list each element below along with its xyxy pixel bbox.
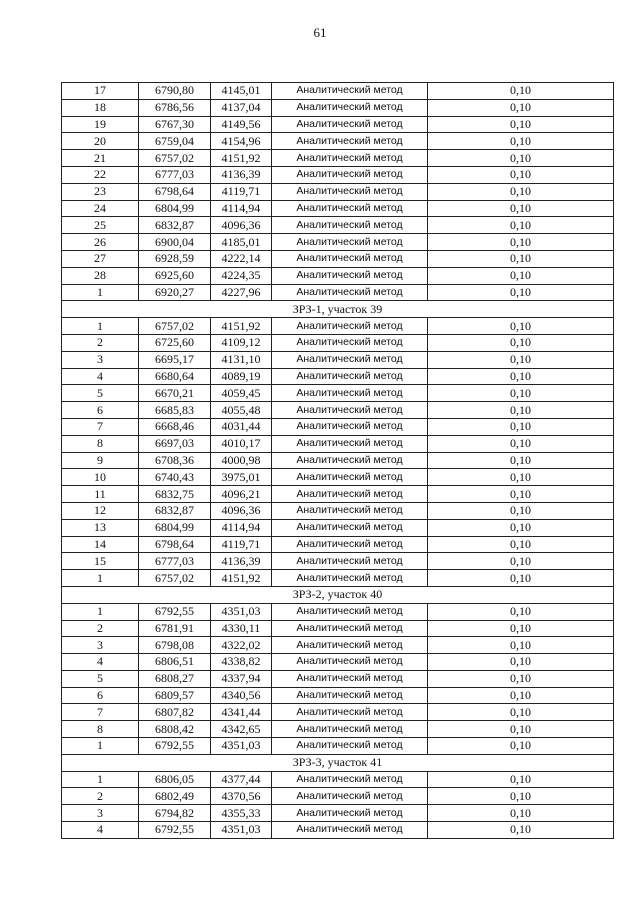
table-row	[62, 267, 614, 284]
method-cell: Аналитический метод	[272, 620, 428, 637]
method-cell: Аналитический метод	[272, 805, 428, 822]
x-coordinate-cell: 6806,05	[139, 771, 211, 788]
table-row	[62, 536, 614, 553]
error-cell: 0,10	[428, 704, 614, 721]
y-coordinate-cell: 4096,36	[211, 502, 272, 519]
error-cell: 0,10	[428, 200, 614, 217]
method-cell: Аналитический метод	[272, 99, 428, 116]
y-coordinate-cell: 4224,35	[211, 267, 272, 284]
x-coordinate-cell: 6794,82	[139, 805, 211, 822]
x-coordinate-cell: 6802,49	[139, 788, 211, 805]
point-number-cell: 7	[62, 418, 139, 435]
error-cell: 0,10	[428, 116, 614, 133]
method-cell: Аналитический метод	[272, 822, 428, 839]
point-number-cell: 2	[62, 334, 139, 351]
point-number-cell: 5	[62, 670, 139, 687]
x-coordinate-cell: 6757,02	[139, 570, 211, 587]
x-coordinate-cell: 6708,36	[139, 452, 211, 469]
y-coordinate-cell: 4114,94	[211, 200, 272, 217]
point-number-cell: 3	[62, 637, 139, 654]
point-number-cell: 3	[62, 805, 139, 822]
table-row	[62, 805, 614, 822]
y-coordinate-cell: 4114,94	[211, 519, 272, 536]
point-number-cell: 28	[62, 267, 139, 284]
method-cell: Аналитический метод	[272, 234, 428, 251]
error-cell: 0,10	[428, 267, 614, 284]
table-row	[62, 99, 614, 116]
x-coordinate-cell: 6725,60	[139, 334, 211, 351]
method-cell: Аналитический метод	[272, 83, 428, 100]
method-cell: Аналитический метод	[272, 133, 428, 150]
table-row	[62, 553, 614, 570]
table-row	[62, 150, 614, 167]
table-row	[62, 402, 614, 419]
point-number-cell: 9	[62, 452, 139, 469]
x-coordinate-cell: 6928,59	[139, 250, 211, 267]
x-coordinate-cell: 6790,80	[139, 83, 211, 100]
point-number-cell: 18	[62, 99, 139, 116]
error-cell: 0,10	[428, 385, 614, 402]
method-cell: Аналитический метод	[272, 385, 428, 402]
error-cell: 0,10	[428, 805, 614, 822]
method-cell: Аналитический метод	[272, 553, 428, 570]
method-cell: Аналитический метод	[272, 402, 428, 419]
table-row	[62, 250, 614, 267]
x-coordinate-cell: 6792,55	[139, 603, 211, 620]
y-coordinate-cell: 4351,03	[211, 603, 272, 620]
table-row	[62, 738, 614, 755]
method-cell: Аналитический метод	[272, 435, 428, 452]
point-number-cell: 1	[62, 570, 139, 587]
y-coordinate-cell: 4096,36	[211, 217, 272, 234]
point-number-cell: 10	[62, 469, 139, 486]
point-number-cell: 4	[62, 368, 139, 385]
table-row	[62, 351, 614, 368]
y-coordinate-cell: 4151,92	[211, 570, 272, 587]
y-coordinate-cell: 4351,03	[211, 738, 272, 755]
y-coordinate-cell: 4000,98	[211, 452, 272, 469]
error-cell: 0,10	[428, 83, 614, 100]
method-cell: Аналитический метод	[272, 469, 428, 486]
point-number-cell: 5	[62, 385, 139, 402]
error-cell: 0,10	[428, 738, 614, 755]
method-cell: Аналитический метод	[272, 452, 428, 469]
point-number-cell: 6	[62, 687, 139, 704]
table-row	[62, 670, 614, 687]
x-coordinate-cell: 6757,02	[139, 150, 211, 167]
point-number-cell: 24	[62, 200, 139, 217]
y-coordinate-cell: 4337,94	[211, 670, 272, 687]
method-cell: Аналитический метод	[272, 217, 428, 234]
table-row	[62, 200, 614, 217]
x-coordinate-cell: 6680,64	[139, 368, 211, 385]
method-cell: Аналитический метод	[272, 788, 428, 805]
y-coordinate-cell: 4137,04	[211, 99, 272, 116]
y-coordinate-cell: 4010,17	[211, 435, 272, 452]
x-coordinate-cell: 6832,75	[139, 486, 211, 503]
point-number-cell: 1	[62, 771, 139, 788]
error-cell: 0,10	[428, 502, 614, 519]
y-coordinate-cell: 4377,44	[211, 771, 272, 788]
x-coordinate-cell: 6809,57	[139, 687, 211, 704]
y-coordinate-cell: 4096,21	[211, 486, 272, 503]
error-cell: 0,10	[428, 519, 614, 536]
point-number-cell: 8	[62, 435, 139, 452]
method-cell: Аналитический метод	[272, 603, 428, 620]
y-coordinate-cell: 4119,71	[211, 183, 272, 200]
y-coordinate-cell: 4185,01	[211, 234, 272, 251]
point-number-cell: 1	[62, 603, 139, 620]
error-cell: 0,10	[428, 368, 614, 385]
x-coordinate-cell: 6832,87	[139, 217, 211, 234]
point-number-cell: 6	[62, 402, 139, 419]
x-coordinate-cell: 6798,64	[139, 536, 211, 553]
point-number-cell: 4	[62, 654, 139, 671]
table-row	[62, 385, 614, 402]
table-row	[62, 620, 614, 637]
point-number-cell: 21	[62, 150, 139, 167]
y-coordinate-cell: 3975,01	[211, 469, 272, 486]
error-cell: 0,10	[428, 284, 614, 301]
method-cell: Аналитический метод	[272, 150, 428, 167]
point-number-cell: 20	[62, 133, 139, 150]
y-coordinate-cell: 4370,56	[211, 788, 272, 805]
x-coordinate-cell: 6777,03	[139, 166, 211, 183]
x-coordinate-cell: 6777,03	[139, 553, 211, 570]
table-row	[62, 183, 614, 200]
error-cell: 0,10	[428, 654, 614, 671]
y-coordinate-cell: 4145,01	[211, 83, 272, 100]
table-row	[62, 418, 614, 435]
x-coordinate-cell: 6920,27	[139, 284, 211, 301]
y-coordinate-cell: 4338,82	[211, 654, 272, 671]
table-row	[62, 637, 614, 654]
error-cell: 0,10	[428, 771, 614, 788]
point-number-cell: 2	[62, 788, 139, 805]
error-cell: 0,10	[428, 822, 614, 839]
section-title: ЗРЗ-1, участок 39	[62, 301, 614, 318]
table-row	[62, 687, 614, 704]
error-cell: 0,10	[428, 99, 614, 116]
table-row	[62, 721, 614, 738]
x-coordinate-cell: 6792,55	[139, 822, 211, 839]
point-number-cell: 22	[62, 166, 139, 183]
error-cell: 0,10	[428, 553, 614, 570]
error-cell: 0,10	[428, 183, 614, 200]
table-row	[62, 788, 614, 805]
error-cell: 0,10	[428, 351, 614, 368]
error-cell: 0,10	[428, 670, 614, 687]
y-coordinate-cell: 4151,92	[211, 318, 272, 335]
point-number-cell: 26	[62, 234, 139, 251]
table-row	[62, 284, 614, 301]
method-cell: Аналитический метод	[272, 738, 428, 755]
section-header-row	[62, 754, 614, 771]
y-coordinate-cell: 4222,14	[211, 250, 272, 267]
error-cell: 0,10	[428, 687, 614, 704]
method-cell: Аналитический метод	[272, 200, 428, 217]
point-number-cell: 14	[62, 536, 139, 553]
point-number-cell: 2	[62, 620, 139, 637]
error-cell: 0,10	[428, 570, 614, 587]
y-coordinate-cell: 4031,44	[211, 418, 272, 435]
point-number-cell: 1	[62, 284, 139, 301]
error-cell: 0,10	[428, 469, 614, 486]
point-number-cell: 12	[62, 502, 139, 519]
error-cell: 0,10	[428, 637, 614, 654]
y-coordinate-cell: 4151,92	[211, 150, 272, 167]
point-number-cell: 25	[62, 217, 139, 234]
method-cell: Аналитический метод	[272, 637, 428, 654]
y-coordinate-cell: 4131,10	[211, 351, 272, 368]
method-cell: Аналитический метод	[272, 721, 428, 738]
table-row	[62, 435, 614, 452]
x-coordinate-cell: 6786,56	[139, 99, 211, 116]
error-cell: 0,10	[428, 402, 614, 419]
table-row	[62, 83, 614, 100]
coordinates-table	[61, 82, 614, 839]
method-cell: Аналитический метод	[272, 486, 428, 503]
x-coordinate-cell: 6668,46	[139, 418, 211, 435]
y-coordinate-cell: 4342,65	[211, 721, 272, 738]
section-header-row	[62, 301, 614, 318]
x-coordinate-cell: 6781,91	[139, 620, 211, 637]
error-cell: 0,10	[428, 234, 614, 251]
x-coordinate-cell: 6740,43	[139, 469, 211, 486]
table-row	[62, 452, 614, 469]
y-coordinate-cell: 4154,96	[211, 133, 272, 150]
table-row	[62, 486, 614, 503]
error-cell: 0,10	[428, 217, 614, 234]
table-row	[62, 570, 614, 587]
error-cell: 0,10	[428, 250, 614, 267]
table-row	[62, 502, 614, 519]
x-coordinate-cell: 6757,02	[139, 318, 211, 335]
point-number-cell: 4	[62, 822, 139, 839]
method-cell: Аналитический метод	[272, 519, 428, 536]
y-coordinate-cell: 4109,12	[211, 334, 272, 351]
method-cell: Аналитический метод	[272, 670, 428, 687]
error-cell: 0,10	[428, 788, 614, 805]
table-row	[62, 704, 614, 721]
method-cell: Аналитический метод	[272, 502, 428, 519]
method-cell: Аналитический метод	[272, 654, 428, 671]
x-coordinate-cell: 6759,04	[139, 133, 211, 150]
x-coordinate-cell: 6695,17	[139, 351, 211, 368]
error-cell: 0,10	[428, 452, 614, 469]
y-coordinate-cell: 4322,02	[211, 637, 272, 654]
x-coordinate-cell: 6832,87	[139, 502, 211, 519]
method-cell: Аналитический метод	[272, 183, 428, 200]
y-coordinate-cell: 4136,39	[211, 553, 272, 570]
method-cell: Аналитический метод	[272, 166, 428, 183]
x-coordinate-cell: 6804,99	[139, 200, 211, 217]
point-number-cell: 11	[62, 486, 139, 503]
method-cell: Аналитический метод	[272, 250, 428, 267]
method-cell: Аналитический метод	[272, 687, 428, 704]
y-coordinate-cell: 4351,03	[211, 822, 272, 839]
y-coordinate-cell: 4089,19	[211, 368, 272, 385]
section-header-row	[62, 586, 614, 603]
x-coordinate-cell: 6806,51	[139, 654, 211, 671]
point-number-cell: 7	[62, 704, 139, 721]
table-row	[62, 318, 614, 335]
table-row	[62, 603, 614, 620]
point-number-cell: 1	[62, 738, 139, 755]
x-coordinate-cell: 6925,60	[139, 267, 211, 284]
error-cell: 0,10	[428, 435, 614, 452]
point-number-cell: 19	[62, 116, 139, 133]
table-row	[62, 234, 614, 251]
table-row	[62, 519, 614, 536]
table-row	[62, 217, 614, 234]
y-coordinate-cell: 4149,56	[211, 116, 272, 133]
table-row	[62, 368, 614, 385]
method-cell: Аналитический метод	[272, 267, 428, 284]
x-coordinate-cell: 6808,42	[139, 721, 211, 738]
method-cell: Аналитический метод	[272, 116, 428, 133]
error-cell: 0,10	[428, 620, 614, 637]
table-row	[62, 469, 614, 486]
x-coordinate-cell: 6697,03	[139, 435, 211, 452]
method-cell: Аналитический метод	[272, 368, 428, 385]
method-cell: Аналитический метод	[272, 704, 428, 721]
point-number-cell: 13	[62, 519, 139, 536]
error-cell: 0,10	[428, 166, 614, 183]
x-coordinate-cell: 6670,21	[139, 385, 211, 402]
table-row	[62, 822, 614, 839]
error-cell: 0,10	[428, 721, 614, 738]
x-coordinate-cell: 6798,64	[139, 183, 211, 200]
x-coordinate-cell: 6900,04	[139, 234, 211, 251]
section-title: ЗРЗ-3, участок 41	[62, 754, 614, 771]
error-cell: 0,10	[428, 133, 614, 150]
error-cell: 0,10	[428, 603, 614, 620]
x-coordinate-cell: 6798,08	[139, 637, 211, 654]
point-number-cell: 23	[62, 183, 139, 200]
error-cell: 0,10	[428, 334, 614, 351]
table-row	[62, 133, 614, 150]
y-coordinate-cell: 4341,44	[211, 704, 272, 721]
x-coordinate-cell: 6804,99	[139, 519, 211, 536]
y-coordinate-cell: 4059,45	[211, 385, 272, 402]
point-number-cell: 1	[62, 318, 139, 335]
point-number-cell: 3	[62, 351, 139, 368]
page-number: 61	[313, 25, 327, 40]
error-cell: 0,10	[428, 318, 614, 335]
method-cell: Аналитический метод	[272, 351, 428, 368]
error-cell: 0,10	[428, 536, 614, 553]
table-row	[62, 116, 614, 133]
error-cell: 0,10	[428, 418, 614, 435]
section-title: ЗРЗ-2, участок 40	[62, 586, 614, 603]
y-coordinate-cell: 4055,48	[211, 402, 272, 419]
table-row	[62, 334, 614, 351]
error-cell: 0,10	[428, 150, 614, 167]
y-coordinate-cell: 4136,39	[211, 166, 272, 183]
y-coordinate-cell: 4119,71	[211, 536, 272, 553]
method-cell: Аналитический метод	[272, 536, 428, 553]
point-number-cell: 27	[62, 250, 139, 267]
x-coordinate-cell: 6808,27	[139, 670, 211, 687]
point-number-cell: 15	[62, 553, 139, 570]
y-coordinate-cell: 4227,96	[211, 284, 272, 301]
error-cell: 0,10	[428, 486, 614, 503]
method-cell: Аналитический метод	[272, 318, 428, 335]
method-cell: Аналитический метод	[272, 284, 428, 301]
point-number-cell: 8	[62, 721, 139, 738]
y-coordinate-cell: 4330,11	[211, 620, 272, 637]
y-coordinate-cell: 4340,56	[211, 687, 272, 704]
table-row	[62, 771, 614, 788]
method-cell: Аналитический метод	[272, 334, 428, 351]
method-cell: Аналитический метод	[272, 418, 428, 435]
table-row	[62, 166, 614, 183]
method-cell: Аналитический метод	[272, 570, 428, 587]
x-coordinate-cell: 6767,30	[139, 116, 211, 133]
y-coordinate-cell: 4355,33	[211, 805, 272, 822]
x-coordinate-cell: 6685,83	[139, 402, 211, 419]
x-coordinate-cell: 6792,55	[139, 738, 211, 755]
x-coordinate-cell: 6807,82	[139, 704, 211, 721]
point-number-cell: 17	[62, 83, 139, 100]
coordinates-table-body	[62, 83, 614, 839]
method-cell: Аналитический метод	[272, 771, 428, 788]
table-row	[62, 654, 614, 671]
